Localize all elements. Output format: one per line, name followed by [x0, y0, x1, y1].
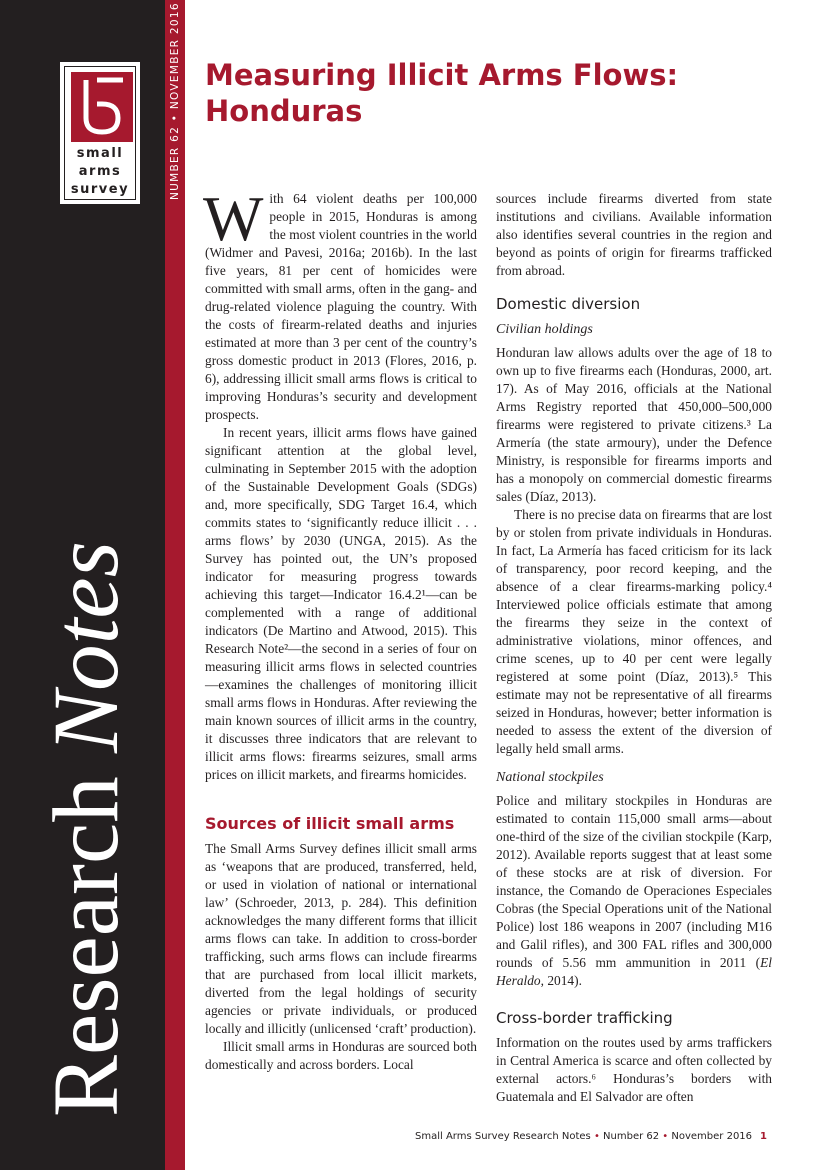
intro-paragraph	[203, 183, 477, 424]
right-column	[496, 190, 772, 1106]
small-arms-survey-logo-icon	[71, 72, 133, 142]
title-line-1: Measuring Illicit Arms Flows:	[205, 58, 679, 92]
paragraph: Illicit small arms in Honduras are sourced both domestically and across borders. Local	[205, 1039, 477, 1072]
stockpiles-text-end: , 2014).	[540, 973, 582, 988]
paragraph: The Small Arms Survey defines illicit small arms as ‘weapons that are produced, transferred, held, or used in violation of national or international law’ (Schroeder, 2013, p. 284). This definition acknowledges the many different forms that illicit arms flows can take. In addition to cross-border trafficking, such arms flows can include firearms that are purchased from local illicit markets, diverted from the legal holdings of security agencies or private individuals, or produced locally and illicitly (unlicensed ‘craft’ production).	[205, 841, 477, 1036]
page-title	[205, 57, 805, 129]
paragraph: Information on the routes used by arms traffickers in Central America is scarce and often collected by external actors.⁶ Honduras’s borders with Guatemala and El Salvador are often	[496, 1035, 772, 1104]
paragraph: sources include firearms diverted from state institutions and civilians. Available information also identifies several countries in the region and beyond as points of origin for firearms trafficked from abroad.	[496, 191, 772, 278]
footer-date: November 2016	[668, 1131, 753, 1142]
sidebar	[0, 0, 165, 1170]
logo-word-arms: arms	[78, 164, 122, 179]
series-name-vertical	[35, 541, 138, 1117]
series-name-part2: Notes	[35, 541, 138, 753]
paragraph: In recent years, illicit arms flows have gained significant attention at the global level, culminating in September 2015 with the adoption of the Sustainable Development Goals (SDGs) and, more specifically, SDG Target 16.4, which commits states to ‘significantly reduce illicit . . . arms flows’ by 2030 (UNGA, 2015). As the Survey has pointed out, the UN’s proposed indicator for measuring progress towards achieving this target—Indicator 16.4.2¹—can be complemented with a range of additional indicators (De Martino and Atwood, 2015). This Research Note²—the second in a series of four on measuring illicit arms flows in selected countries—examines the challenges of monitoring illicit small arms flows in Honduras. After reviewing the main known sources of illicit arms in the country, it discusses three indicators that are relevant to illicit arms flows: firearms seizures, small arms prices on illicit markets, and firearms homicides.	[205, 425, 477, 782]
title-line-2: Honduras	[205, 94, 363, 128]
page-number: 1	[760, 1131, 767, 1142]
series-name-part1: Research	[35, 752, 138, 1117]
subheading-cross-border-trafficking: Cross-border trafficking	[496, 1009, 673, 1027]
logo-word-survey: survey	[70, 182, 130, 197]
small-arms-survey-logo	[59, 61, 141, 205]
section-heading-sources: Sources of illicit small arms	[205, 814, 455, 833]
left-column	[203, 183, 477, 1074]
paragraph: Honduran law allows adults over the age of 18 to own up to five firearms each (Honduras, 2000, art. 17). As of May 2016, officials at the National Arms Registry reported that 450,000–500,000 firearms were registered to private citizens.³ La Armería (the state armoury), under the Defence Ministry, is responsible for firearms imports and has a monopoly on commercial domestic firearms sales (Díaz, 2013).	[496, 345, 772, 504]
logo-word-small: small	[76, 146, 124, 161]
paragraph: There is no precise data on firearms that are lost by or stolen from private individuals in Honduras. In fact, La Armería has faced criticism for its lack of transparency, poor record keeping, and the absence of a clear firearms-marking policy.⁴ Interviewed police officials estimate that among the firearms they seize in the context of administrative violations, minor offences, and crime scenes, up to 40 per cent were legally registered at some point (Díaz, 2013).⁵ This estimate may not be representative of all firearms seized in Honduras, however; better information is needed to assess the extent of the diversion of legally held small arms.	[496, 507, 772, 756]
footer-publication: Small Arms Survey Research Notes	[415, 1131, 594, 1142]
paragraph	[496, 792, 772, 990]
issue-line: NUMBER 62 • NOVEMBER 2016	[169, 2, 181, 200]
subheading-domestic-diversion: Domestic diversion	[496, 295, 641, 313]
source-el-heraldo: El Heraldo	[496, 955, 772, 988]
drop-cap: W	[203, 183, 264, 254]
subheading-national-stockpiles: National stockpiles	[496, 770, 604, 785]
page-footer	[415, 1131, 767, 1142]
footer-number: Number 62	[599, 1131, 663, 1142]
subheading-civilian-holdings: Civilian holdings	[496, 322, 593, 337]
logo-frame	[64, 66, 136, 200]
footer-bullet: •	[662, 1131, 669, 1142]
intro-text: ith 64 violent deaths per 100,000 people in 2015, Honduras is among the most violent countries in the world (Widmer and Pavesi, 2016a; 2016b). In the last five years, 81 per cent of homicides were committed with small arms, often in the gang- and drug-related violence plaguing the country. With the costs of firearm-related deaths and injuries estimated at more than 3 per cent of the country’s gross domestic product in 2013 (Flores, 2016, p. 6), addressing illicit small arms flows is critical to improving Honduras’s security and development prospects.	[205, 191, 477, 422]
stockpiles-text: Police and military stockpiles in Honduras are estimated to contain 115,000 small arms—about one-third of the size of the civilian stockpile (Karp, 2012). Available reports suggest that at least some of these stocks are at risk of diversion. For instance, the Comando de Operaciones Especiales Cobras (the Special Operations unit of the National Police) lost 186 weapons in 2007 (including M16 and Galil rifles), and 300 FAL rifles and 300,000 rounds of 5.56 mm ammunition in 2011 (	[496, 793, 772, 970]
footer-bullet: •	[593, 1131, 600, 1142]
